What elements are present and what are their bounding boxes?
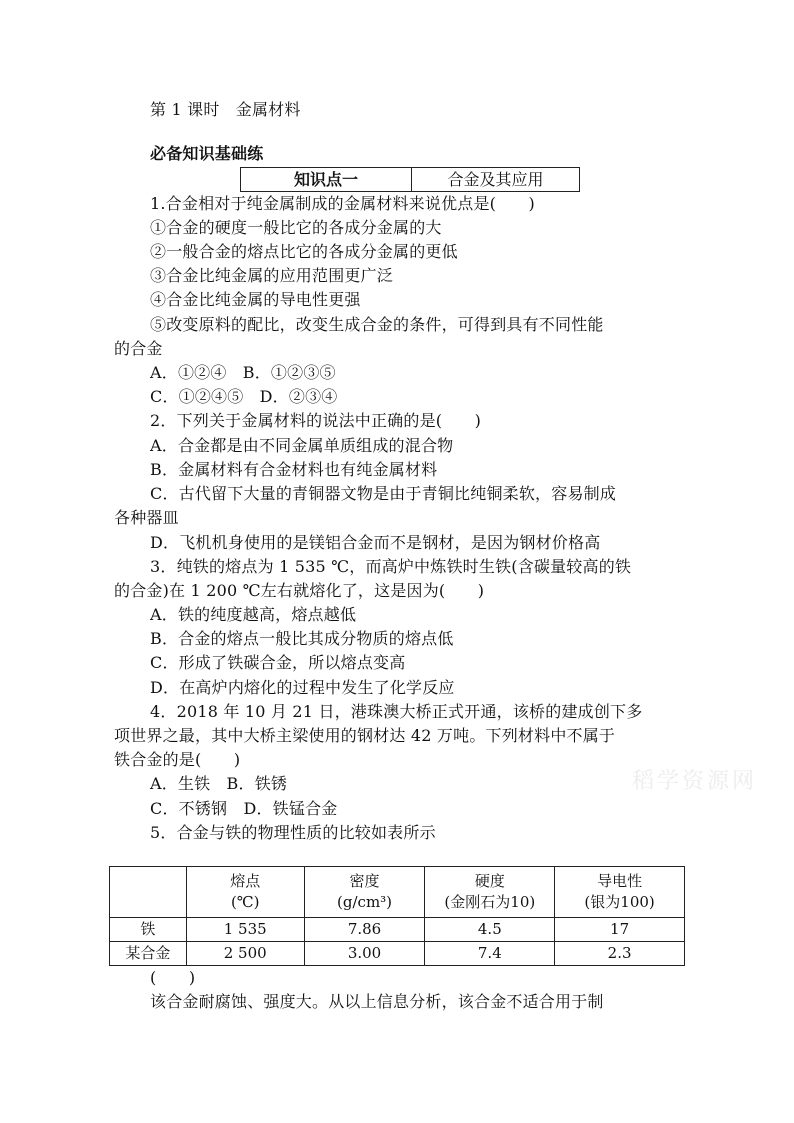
table-row-iron (110, 918, 685, 942)
table-header-row (110, 867, 685, 918)
q4-stem: 4．2018 年 10 月 21 日，港珠澳大桥正式开通，该桥的建成创下多 (150, 702, 643, 721)
q1-statement-1: ①合金的硬度一般比它的各成分金属的大 (150, 218, 442, 237)
q3-option-b: B．合金的熔点一般比其成分物质的熔点低 (150, 629, 454, 648)
header-name: 导电性 (597, 872, 643, 890)
q1-statement-4: ④合金比纯金属的导电性更强 (150, 290, 361, 309)
lesson-title: 第 1 课时 金属材料 (150, 100, 301, 119)
q1-statement-2: ②一般合金的熔点比它的各成分金属的更低 (150, 242, 458, 261)
table-cell: 2.3 (555, 942, 685, 966)
q5-stem: 5．合金与铁的物理性质的比较如表所示 (150, 823, 436, 842)
table-header-conductivity (555, 867, 685, 918)
table-header-melting-point (186, 867, 304, 918)
q1-options-cd: C．①②④⑤ D．②③④ (150, 387, 338, 406)
header-unit: (银为100) (584, 893, 655, 911)
properties-table (109, 866, 685, 966)
header-name: 熔点 (230, 872, 261, 890)
table-cell: 3.00 (304, 942, 425, 966)
section-heading: 必备知识基础练 (150, 144, 264, 163)
q1-statement-5: ⑤改变原料的配比，改变生成合金的条件，可得到具有不同性能 (150, 315, 604, 334)
table-header-hardness (425, 867, 555, 918)
table-header-density (304, 867, 425, 918)
knowledge-point-box (240, 167, 580, 192)
q5-answer-blank: ( ) (150, 968, 196, 987)
knowledge-point-label: 知识点一 (241, 168, 412, 191)
q4-options-cd: C．不锈钢 D．铁锰合金 (150, 799, 338, 818)
knowledge-point-topic: 合金及其应用 (447, 170, 544, 189)
q1-stem: 1.合金相对于纯金属制成的金属材料来说优点是( ) (150, 194, 535, 213)
q5-tail-text: 该合金耐腐蚀、强度大。从以上信息分析，该合金不适合用于制 (150, 992, 604, 1011)
q3-option-c: C．形成了铁碳合金，所以熔点变高 (150, 653, 406, 672)
q2-option-a: A．合金都是由不同金属单质组成的混合物 (150, 436, 454, 455)
q4-options-ab: A．生铁 B．铁锈 (150, 774, 288, 793)
header-unit: (℃) (230, 893, 260, 911)
q3-option-a: A．铁的纯度越高，熔点越低 (150, 605, 357, 624)
q2-option-c-cont: 各种器皿 (114, 508, 179, 527)
q1-options-ab: A．①②④ B．①②③⑤ (150, 363, 336, 382)
q4-stem-cont-2: 铁合金的是( ) (114, 750, 241, 769)
table-header-corner (110, 867, 187, 918)
q1-statement-5-cont: 的合金 (114, 339, 163, 358)
q3-option-d: D．在高炉内熔化的过程中发生了化学反应 (150, 678, 455, 697)
table-cell: 17 (555, 918, 685, 942)
q2-stem: 2．下列关于金属材料的说法中正确的是( ) (150, 411, 482, 430)
q3-stem: 3．纯铁的熔点为 1 535 ℃，而高炉中炼铁时生铁(含碳量较高的铁 (150, 557, 632, 576)
table-row-alloy (110, 942, 685, 966)
table-cell: 铁 (110, 918, 187, 942)
table-cell: 4.5 (425, 918, 555, 942)
header-unit: (金刚石为10) (444, 893, 536, 911)
header-unit: (g/cm³) (337, 893, 393, 911)
q4-stem-cont-1: 项世界之最，其中大桥主梁使用的钢材达 42 万吨。下列材料中不属于 (114, 726, 616, 745)
q2-option-c: C．古代留下大量的青铜器文物是由于青铜比纯铜柔软，容易制成 (150, 484, 617, 503)
table-cell: 7.86 (304, 918, 425, 942)
header-name: 硬度 (474, 872, 505, 890)
table-cell: 某合金 (110, 942, 187, 966)
q2-option-d: D．飞机机身使用的是镁铝合金而不是钢材，是因为钢材价格高 (150, 533, 601, 552)
table-cell: 2 500 (186, 942, 304, 966)
table-cell: 1 535 (186, 918, 304, 942)
q1-statement-3: ③合金比纯金属的应用范围更广泛 (150, 266, 394, 285)
header-name: 密度 (349, 872, 380, 890)
table-cell: 7.4 (425, 942, 555, 966)
watermark-text: 稻学资源网 (632, 769, 758, 794)
q2-option-b: B．金属材料有合金材料也有纯金属材料 (150, 460, 438, 479)
q3-stem-cont: 的合金)在 1 200 ℃左右就熔化了，这是因为( ) (114, 581, 485, 600)
